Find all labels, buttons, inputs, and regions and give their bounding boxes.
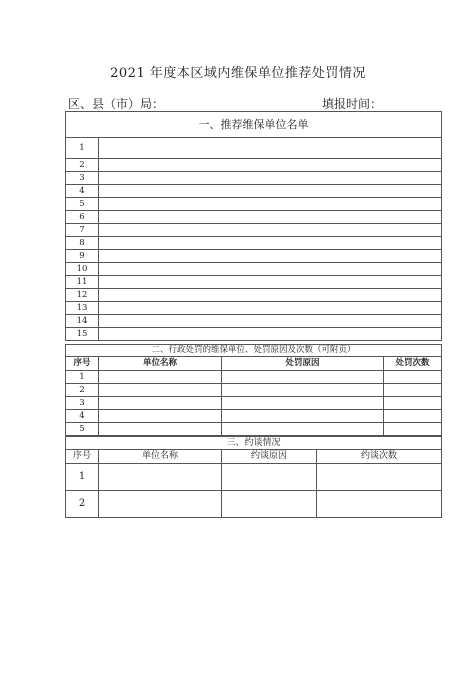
row-number: 8 [66,237,99,250]
row-number: 1 [66,464,99,491]
penalty-count-cell[interactable] [384,410,442,423]
row-number: 13 [66,302,99,315]
row-number: 2 [66,491,99,518]
unit-name-cell[interactable] [99,371,222,384]
unit-name-cell[interactable] [99,423,222,436]
unit-name-cell[interactable] [99,185,442,198]
row-number: 15 [66,328,99,341]
district-label: 区、县（市）局： [68,97,165,111]
row-number: 4 [66,185,99,198]
interview-table [65,436,442,518]
row-number: 7 [66,224,99,237]
penalty-count-cell[interactable] [384,384,442,397]
unit-name-cell[interactable] [99,464,222,491]
unit-name-cell[interactable] [99,224,442,237]
penalty-reason-cell[interactable] [222,384,384,397]
column-header-interview-reason: 约谈原因 [222,450,317,464]
column-header-index: 序号 [66,357,99,371]
unit-name-cell[interactable] [99,250,442,263]
document-title: 2021 年度本区域内维保单位推荐处罚情况 [110,66,366,81]
unit-name-cell[interactable] [99,410,222,423]
row-number: 1 [66,371,99,384]
interview-reason-cell[interactable] [222,491,317,518]
column-header-unit-name: 单位名称 [99,357,222,371]
row-number: 11 [66,276,99,289]
column-header-penalty-reason: 处罚原因 [222,357,384,371]
unit-name-cell[interactable] [99,138,442,159]
section3-title: 三、约谈情况 [66,437,442,450]
row-number: 3 [66,172,99,185]
unit-name-cell[interactable] [99,237,442,250]
penalty-reason-cell[interactable] [222,371,384,384]
row-number: 4 [66,410,99,423]
unit-name-cell[interactable] [99,302,442,315]
interview-count-cell[interactable] [317,491,442,518]
unit-name-cell[interactable] [99,328,442,341]
penalty-count-cell[interactable] [384,371,442,384]
row-number: 10 [66,263,99,276]
unit-name-cell[interactable] [99,198,442,211]
row-number: 3 [66,397,99,410]
unit-name-cell[interactable] [99,211,442,224]
row-number: 1 [66,138,99,159]
column-header-penalty-count: 处罚次数 [384,357,442,371]
unit-name-cell[interactable] [99,315,442,328]
interview-count-cell[interactable] [317,464,442,491]
recommended-units-table [65,111,442,341]
penalty-reason-cell[interactable] [222,423,384,436]
column-header-interview-count: 约谈次数 [317,450,442,464]
column-header-index: 序号 [66,450,99,464]
row-number: 2 [66,384,99,397]
unit-name-cell[interactable] [99,384,222,397]
row-number: 5 [66,198,99,211]
section2-title: 二、行政处罚的维保单位、处罚原因及次数（可附页） [66,345,442,357]
penalty-reason-cell[interactable] [222,397,384,410]
row-number: 14 [66,315,99,328]
row-number: 5 [66,423,99,436]
row-number: 9 [66,250,99,263]
row-number: 2 [66,159,99,172]
row-number: 6 [66,211,99,224]
penalty-count-cell[interactable] [384,423,442,436]
unit-name-cell[interactable] [99,491,222,518]
section1-title: 一、推荐维保单位名单 [66,112,442,138]
unit-name-cell[interactable] [99,159,442,172]
column-header-unit-name: 单位名称 [99,450,222,464]
unit-name-cell[interactable] [99,172,442,185]
interview-reason-cell[interactable] [222,464,317,491]
unit-name-cell[interactable] [99,263,442,276]
penalty-table [65,344,442,436]
penalty-reason-cell[interactable] [222,410,384,423]
unit-name-cell[interactable] [99,397,222,410]
row-number: 12 [66,289,99,302]
unit-name-cell[interactable] [99,289,442,302]
fill-date-label: 填报时间： [322,97,383,111]
unit-name-cell[interactable] [99,276,442,289]
penalty-count-cell[interactable] [384,397,442,410]
